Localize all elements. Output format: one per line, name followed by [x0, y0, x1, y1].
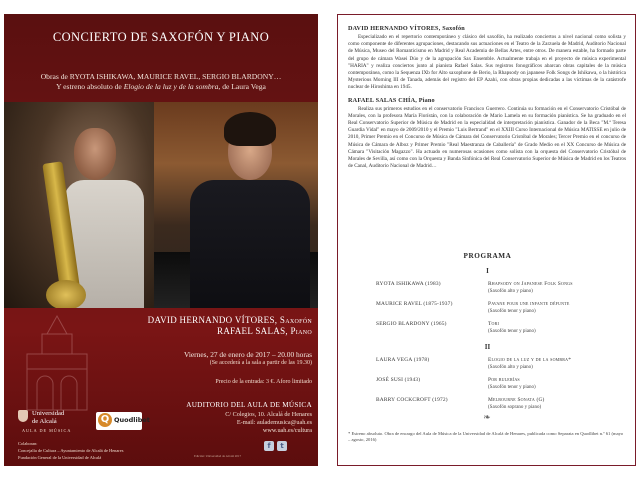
program-instrumentation: (Saxofón alto y piano)	[488, 365, 533, 370]
pianist-figure	[190, 180, 310, 308]
bio-text-saxophonist: Especializado en el repertorio contemporáneo y clásico del saxofón, ha realizado conciertos a nivel nacional como solista y como componente de diferentes agrupaciones, destacando sus actuaciones en el Teatro de la Zarzuela de Madrid, Auditorio Nacional de Música, Museo del Romanticismo en Madrid y Real Academia de Bellas Artes, entre otros. De manera estable, ha formado parte del grupo de cámara Wasei Dúo y de la agrupación Sax Ensemble. Actualmente trabaja en el proyecto de música experimental "HARIA" y realiza conciertos junto al pianista Rafael Salas. Sus registros fonográficos abarcan obras capitales de la música contemporánea, como la Sequenza IXb for Alto saxophone de Berio, la Rhapsody on japanese Folk Songs de Ishikawa, o la histórica Mysterious Morning III de Tanada, además del registro del EP Azahi, con obras propias dedicadas a las víctimas de la catástrofe nuclear de Hiroshima en 1945.	[348, 34, 626, 91]
program-work: Por bulerías	[488, 377, 520, 383]
quodlibet-logo: Q Quodlibet	[96, 412, 142, 430]
collaborator-1: Concejalía de Cultura – Ayuntamiento de Alcalá de Henares	[18, 448, 124, 453]
program-composer: RYOTA ISHIKAWA (1983)	[376, 281, 441, 287]
collaborators-label: Colaboran:	[18, 441, 38, 446]
biographies	[348, 25, 626, 170]
program-work: Rhapsody on Japanese Folk Songs	[488, 281, 573, 287]
performers-photo	[4, 102, 318, 308]
program-instrumentation: (Saxofón tenor y piano)	[488, 309, 536, 314]
q-logo-icon: Q	[98, 413, 112, 427]
social-links	[264, 441, 287, 451]
program-composer: SERGIO BLARDONY (1965)	[376, 321, 447, 327]
premiere-footnote: * Estreno absoluto. Obra de encargo del Aula de Música de la Universidad de Alcalá de Henares, publicada como Separata en Quodlibet n.º 61 (mayo – agosto, 2016)	[348, 431, 624, 443]
crest-icon	[18, 410, 28, 422]
bio-text-pianist: Realiza sus primeros estudios en el conservatorio Francisco Guerrero. Continúa su formación en el Conservatorio Cristóbal de Morales, con la profesora María Florístán, con la colaboración de Mario Lamela en su formación pianística. Se ha graduado en el Real Conservatorio Superior de Música de Madrid en la especialidad de interpretación pianística. Ganador de la Beca "M.ª Teresa Guardia Vidal" en mayo de 2009/2010 y el Premio "Luis Bertrand" en el XXIII Curso Internacional de Música MATISSE en julio de 2010, Primer Premio en el Concurso de Música de Cámara del Conservatorio Cristóbal de Morales; Tercer Premio en el concurso de Música de Cámara de Alboz y Primer Premio "Real Maestranza de Caballería" de Grado Medio en el XX Concurso de Música de Cámara "Visitación Magazzo". Ha actuado en numerosas ocasiones como solista con la orquesta del Conservatorio Cristóbal de Morales de Sevilla, así como con la Orquesta y Banda Sinfónica del Real Conservatorio Superior de Música de Madrid en los Teatros de Canal, Auditorio Nacional de Madrid…	[348, 105, 626, 170]
program-work: Elogio de la luz y de la sombra*	[488, 357, 572, 363]
program-page	[337, 14, 636, 466]
university-logo: Universidad de Alcalá AULA DE MÚSICA	[18, 410, 88, 436]
venue-website[interactable]: www.uah.es/cultura	[262, 427, 312, 434]
program-instrumentation: (Saxofón tenor y piano)	[488, 329, 536, 334]
bio-heading-saxophonist: DAVID HERNANDO VÍTORES, Saxofón	[348, 25, 465, 32]
venue-name: AUDITORIO DEL AULA DE MÚSICA	[186, 401, 312, 409]
program-composer: LAURA VEGA (1978)	[376, 357, 430, 363]
program-title: PROGRAMA	[463, 252, 512, 260]
program-item	[376, 377, 626, 395]
performer-piano: RAFAEL SALAS, Piano	[217, 326, 312, 336]
building-watermark	[12, 314, 102, 414]
program-composer: JOSÉ SUSI (1943)	[376, 377, 421, 383]
ticket-price: Precio de la entrada: 3 €. Aforo limitado	[215, 379, 312, 385]
concert-poster	[4, 14, 318, 466]
program-work: Pavane pour une infante défunte	[488, 301, 570, 307]
program-item	[376, 301, 626, 319]
program-item	[376, 357, 626, 375]
program-part-1: I	[486, 267, 489, 275]
program-part-2: II	[484, 343, 491, 351]
twitter-icon[interactable]: t	[277, 441, 287, 451]
venue-email[interactable]: E-mail: aulademusica@uah.es	[236, 419, 312, 426]
bio-heading-pianist: RAFAEL SALAS CHÍA, Piano	[348, 96, 435, 104]
collaborator-2: Fundación General de la Universidad de Alcalá	[18, 455, 102, 460]
program-work: Tori	[488, 321, 499, 327]
doors-note: (Se accederá a la sala a partir de las 19.30)	[209, 360, 312, 366]
performer-saxophone: DAVID HERNANDO VÍTORES, Saxofón	[147, 315, 312, 325]
legal-note: Edición: Universidad de Alcalá 2017	[194, 454, 242, 458]
program-item	[376, 397, 626, 415]
program-instrumentation: (Saxofón tenor y piano)	[488, 385, 536, 390]
program-instrumentation: (Saxofón alto y piano)	[488, 289, 533, 294]
concert-date: Viernes, 27 de enero de 2017 – 20.00 horas	[183, 350, 312, 359]
program-work: Melbourne Sonata (G)	[488, 397, 545, 403]
program-composer: MAURICE RAVEL (1875-1937)	[376, 301, 453, 307]
poster-premiere-line: Y estreno absoluto de Elogio de la luz y de la sombra, de Laura Vega	[56, 82, 266, 91]
program-item	[376, 281, 626, 299]
program-item	[376, 321, 626, 339]
program-composer: BARRY COCKCROFT (1972)	[376, 397, 448, 403]
facebook-icon[interactable]: f	[264, 441, 274, 451]
program-instrumentation: (Saxofón soprano y piano)	[488, 405, 542, 410]
poster-title: CONCIERTO DE SAXOFÓN Y PIANO	[52, 30, 270, 44]
venue-address: C/ Colegios, 10. Alcalá de Henares	[225, 411, 312, 418]
poster-subtitle: Obras de RYOTA ISHIKAWA, MAURICE RAVEL, SERGIO BLARDONY…	[40, 72, 282, 81]
ornament-icon: ❧	[483, 413, 491, 423]
